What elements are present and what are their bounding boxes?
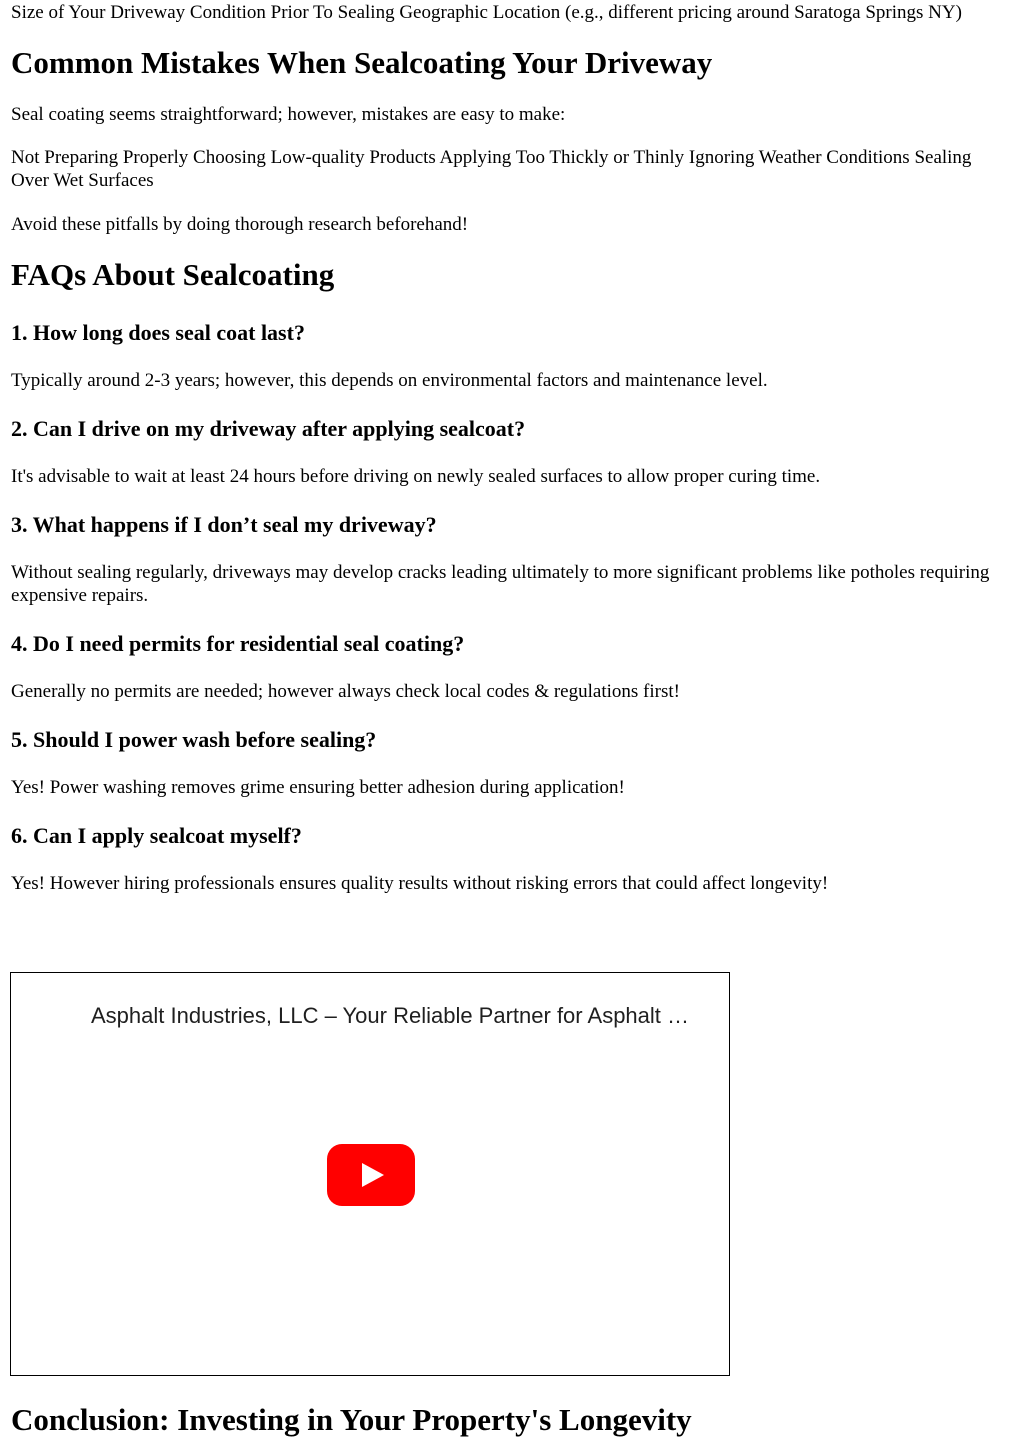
mistakes-intro: Seal coating seems straightforward; however, mistakes are easy to make: bbox=[11, 104, 566, 125]
mistakes-list: Not Preparing Properly Choosing Low-quality Products Applying Too Thickly or Thinly Ignoring Weather Conditions Sealing Over Wet Surfaces bbox=[11, 147, 972, 191]
faq-question: 6. Can I apply sealcoat myself? bbox=[11, 823, 302, 848]
pricing-factors-list: Size of Your Driveway Condition Prior To Sealing Geographic Location (e.g., different pricing around Saratoga Springs NY) bbox=[11, 2, 962, 23]
faq-answer: Yes! Power washing removes grime ensuring better adhesion during application! bbox=[11, 777, 625, 798]
mistakes-heading: Common Mistakes When Sealcoating Your Driveway bbox=[11, 45, 713, 80]
faq-question: 1. How long does seal coat last? bbox=[11, 320, 305, 345]
faq-question: 3. What happens if I don’t seal my driveway? bbox=[11, 512, 437, 537]
faq-answer: Typically around 2-3 years; however, this depends on environmental factors and maintenance level. bbox=[11, 370, 768, 391]
faq-answer: Without sealing regularly, driveways may develop cracks leading ultimately to more significant problems like potholes requiring expensive repairs. bbox=[11, 562, 990, 606]
video-embed[interactable] bbox=[10, 972, 730, 1376]
conclusion-heading: Conclusion: Investing in Your Property's Longevity bbox=[11, 1402, 692, 1437]
faq-heading: FAQs About Sealcoating bbox=[11, 257, 335, 292]
faq-question: 5. Should I power wash before sealing? bbox=[11, 727, 377, 752]
faq-question: 4. Do I need permits for residential seal coating? bbox=[11, 631, 465, 656]
faq-question: 2. Can I drive on my driveway after applying sealcoat? bbox=[11, 416, 526, 441]
article-body bbox=[0, 1, 1024, 895]
youtube-play-icon[interactable] bbox=[327, 1144, 415, 1206]
faq-answer: Yes! However hiring professionals ensures quality results without risking errors that could affect longevity! bbox=[11, 873, 829, 894]
faq-answer: Generally no permits are needed; however always check local codes & regulations first! bbox=[11, 681, 680, 702]
faq-answer: It's advisable to wait at least 24 hours before driving on newly sealed surfaces to allow proper curing time. bbox=[11, 466, 821, 487]
mistakes-outro: Avoid these pitfalls by doing thorough research beforehand! bbox=[11, 214, 469, 235]
video-title[interactable]: Asphalt Industries, LLC – Your Reliable Partner for Asphalt … bbox=[91, 1003, 690, 1028]
